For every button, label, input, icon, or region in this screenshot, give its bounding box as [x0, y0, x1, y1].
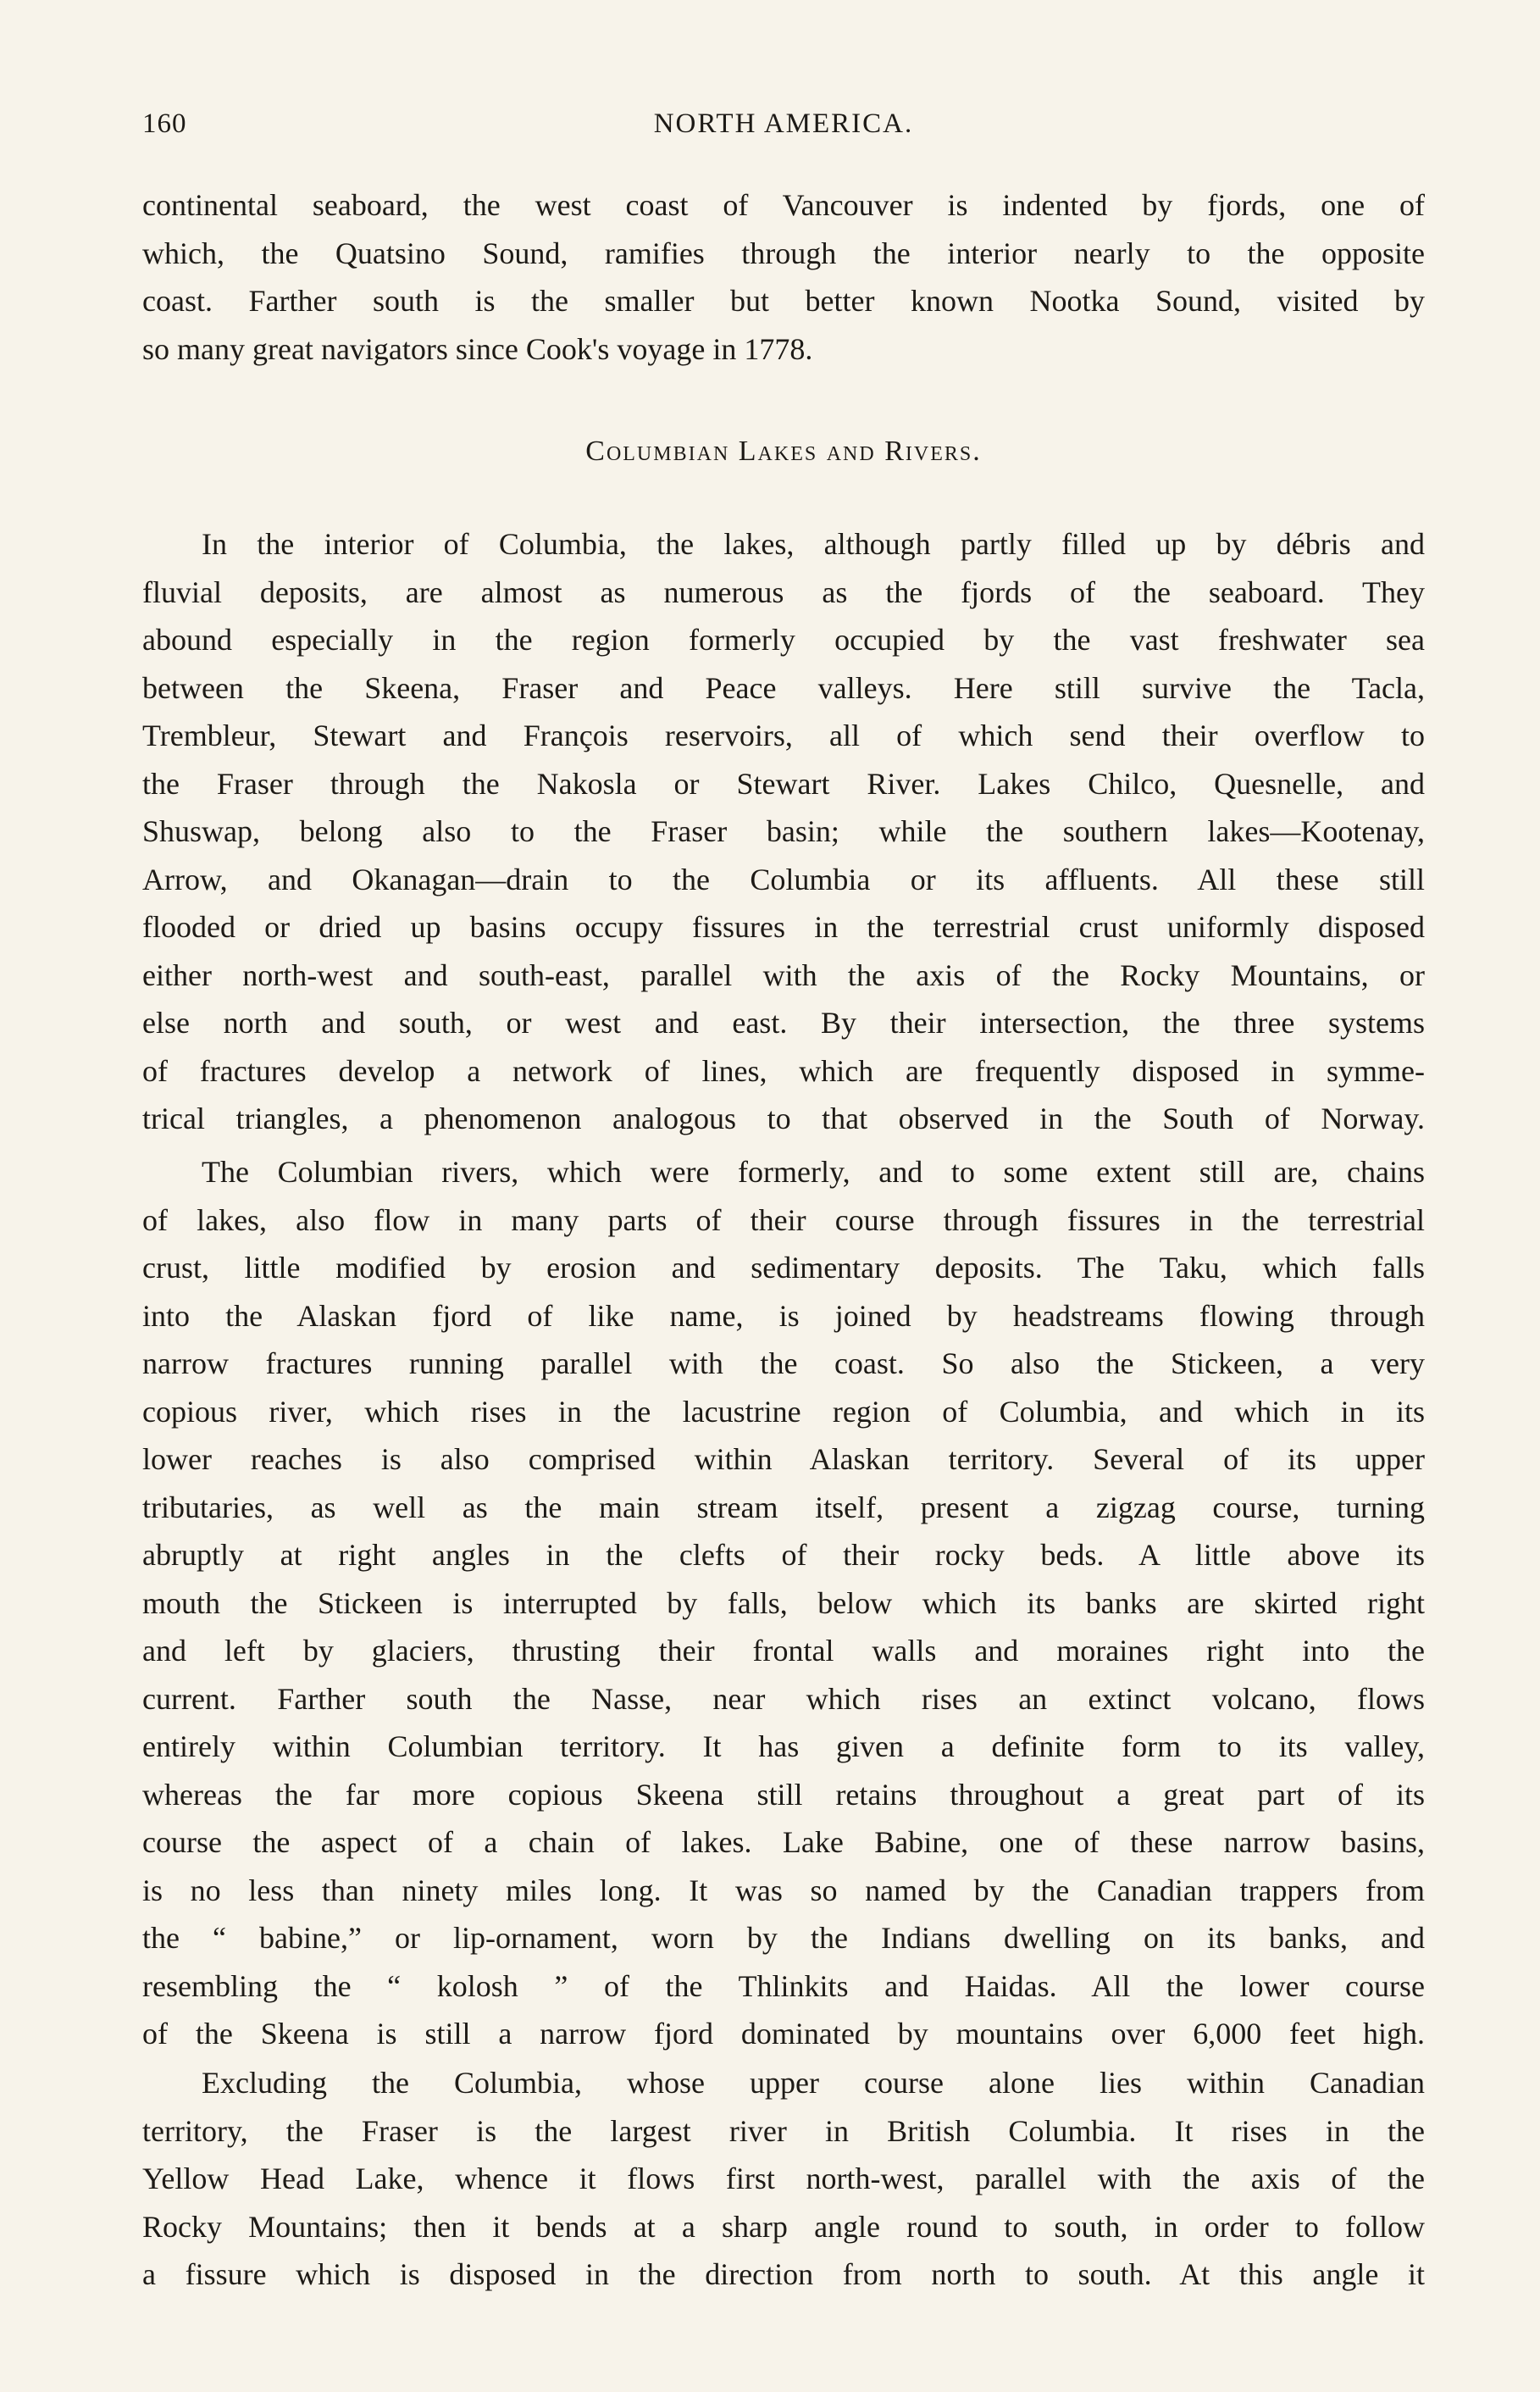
- text-line: of lakes, also flow in many parts of their course through fissures in the terrestrial: [142, 1202, 1425, 1237]
- text-line: fluvial deposits, are almost as numerous as the fjords of the seaboard. They: [142, 574, 1425, 609]
- text-line: abruptly at right angles in the clefts of their rocky beds. A little above its: [142, 1538, 1425, 1572]
- paragraph-fraser: [142, 2059, 1425, 2299]
- text-line: of the Skeena is still a narrow fjord dominated by mountains over 6,000 feet high.: [142, 2017, 1425, 2051]
- text-line: the “ babine,” or lip-ornament, worn by the Indians dwelling on its banks, and: [142, 1921, 1425, 1955]
- text-line: either north-west and south-east, parallel with the axis of the Rocky Mountains, or: [142, 957, 1425, 992]
- text-line: of fractures develop a network of lines, which are frequently disposed in symme-: [142, 1053, 1425, 1088]
- text-line: current. Farther south the Nasse, near which rises an extinct volcano, flows: [142, 1681, 1425, 1716]
- text-line: Yellow Head Lake, whence it flows first north-west, parallel with the axis of the: [142, 2162, 1425, 2195]
- text-line: coast. Farther south is the smaller but better known Nootka Sound, visited by: [142, 284, 1425, 318]
- running-title: NORTH AMERICA.: [653, 108, 914, 139]
- text-line: tributaries, as well as the main stream itself, present a zigzag course, turning: [142, 1490, 1425, 1524]
- paragraph-lakes: [142, 520, 1425, 1143]
- text-line: course the aspect of a chain of lakes. Lake Babine, one of these narrow basins,: [142, 1825, 1425, 1859]
- text-line: and left by glaciers, thrusting their frontal walls and moraines right into the: [142, 1634, 1425, 1668]
- text-line: Excluding the Columbia, whose upper course alone lies within Canadian: [202, 2066, 1425, 2100]
- intro-paragraph: [142, 181, 1425, 373]
- text-line: trical triangles, a phenomenon analogous to that observed in the South of Norway.: [142, 1102, 1425, 1135]
- text-line: crust, little modified by erosion and sedimentary deposits. The Taku, which falls: [142, 1251, 1425, 1285]
- text-line: narrow fractures running parallel with the coast. So also the Stickeen, a very: [142, 1346, 1425, 1380]
- running-head: [142, 108, 1425, 151]
- text-line: lower reaches is also comprised within Alaskan territory. Several of its upper: [142, 1442, 1425, 1476]
- text-line: else north and south, or west and east. By their intersection, the three systems: [142, 1006, 1425, 1040]
- text-line: Trembleur, Stewart and François reservoirs, all of which send their overflow to: [142, 719, 1425, 752]
- text-line: mouth the Stickeen is interrupted by falls, below which its banks are skirted right: [142, 1585, 1425, 1620]
- text-line: In the interior of Columbia, the lakes, although partly filled up by débris and: [202, 527, 1425, 561]
- text-line: between the Skeena, Fraser and Peace valleys. Here still survive the Tacla,: [142, 670, 1425, 705]
- text-line: Shuswap, belong also to the Fraser basin; while the southern lakes—Kootenay,: [142, 814, 1425, 848]
- text-line: into the Alaskan fjord of like name, is joined by headstreams flowing through: [142, 1298, 1425, 1333]
- text-line: continental seaboard, the west coast of Vancouver is indented by fjords, one of: [142, 188, 1425, 222]
- text-line: the Fraser through the Nakosla or Stewart River. Lakes Chilco, Quesnelle, and: [142, 766, 1425, 801]
- text-line: The Columbian rivers, which were formerly, and to some extent still are, chains: [202, 1155, 1425, 1189]
- text-line: entirely within Columbian territory. It has given a definite form to its valley,: [142, 1729, 1425, 1763]
- text-line: whereas the far more copious Skeena still retains throughout a great part of its: [142, 1777, 1425, 1812]
- text-line: copious river, which rises in the lacustrine region of Columbia, and which in its: [142, 1394, 1425, 1429]
- section-heading: Columbian Lakes and Rivers.: [585, 436, 982, 467]
- text-line: resembling the “ kolosh ” of the Thlinkits and Haidas. All the lower course: [142, 1968, 1425, 2003]
- page-number: 160: [142, 108, 187, 139]
- text-line: a fissure which is disposed in the direction from north to south. At this angle it: [142, 2257, 1425, 2291]
- text-line: is no less than ninety miles long. It was so named by the Canadian trappers from: [142, 1873, 1425, 1907]
- text-line: abound especially in the region formerly occupied by the vast freshwater sea: [142, 623, 1425, 657]
- text-line: flooded or dried up basins occupy fissures in the terrestrial crust uniformly disposed: [142, 910, 1425, 944]
- text-line: which, the Quatsino Sound, ramifies through the interior nearly to the opposite: [142, 236, 1425, 270]
- text-line: Arrow, and Okanagan—drain to the Columbia or its affluents. All these still: [142, 862, 1425, 896]
- text-line: territory, the Fraser is the largest river in British Columbia. It rises in the: [142, 2113, 1425, 2148]
- text-line: Rocky Mountains; then it bends at a sharp angle round to south, in order to follow: [142, 2209, 1425, 2244]
- text-line: so many great navigators since Cook's voyage in 1778.: [142, 331, 813, 366]
- paragraph-rivers: [142, 1148, 1425, 2058]
